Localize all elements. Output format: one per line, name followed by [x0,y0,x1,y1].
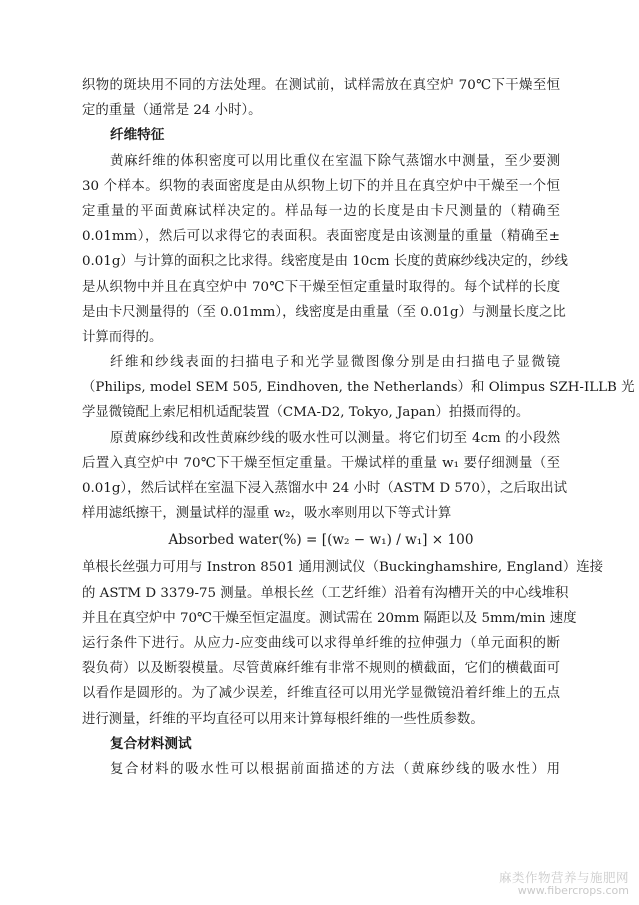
text-line: 运行条件下进行。从应力-应变曲线可以求得单纤维的拉伸强力（单元面积的断 [82,635,560,651]
text-line: 原黄麻纱线和改性黄麻纱线的吸水性可以测量。将它们切至 4cm 的小段然 [110,430,560,446]
text-line: 裂负荷）以及断裂模量。尽管黄麻纤维有非常不规则的横截面，它们的横截面可 [82,661,560,677]
text-line: 复合材料的吸水性可以根据前面描述的方法（黄麻纱线的吸水性）用 [110,761,560,777]
text-line: 定的重量（通常是 24 小时）。 [82,103,262,119]
text-line: 的 ASTM D 3379-75 测量。单根长丝（工艺纤维）沿着有沟槽开关的中心线堆积 [82,585,569,601]
body-paragraph [82,149,568,351]
section-heading: 复合材料测试 [110,735,192,752]
body-paragraph [82,73,560,123]
body-paragraph [82,426,567,527]
text-line: 0.01mm），然后可以求得它的表面积。表面密度是由该测量的重量（精确至± [82,229,560,245]
text-line: 后置入真空炉中 70℃下干燥至恒定重量。干燥试样的重量 w₁ 要仔细测量（至 [82,455,560,471]
site-watermark [499,871,629,897]
section-heading: 纤维特征 [110,127,165,144]
text-line: 是从织物中并且在真空炉中 70℃下干燥至恒定重量时取得的。每个试样的长度 [82,279,560,295]
text-line: 黄麻纤维的体积密度可以用比重仪在室温下除气蒸馏水中测量，至少要测 [110,153,560,169]
absorbed-water-formula: Absorbed water(%) = [(w₂ − w₁) / w₁] × 100 [168,532,474,549]
body-paragraph [82,757,560,782]
text-line: 计算而得的。 [82,329,163,345]
body-paragraph [82,555,604,731]
text-line: 以看作是圆形的。为了减少误差，纤维直径可以用光学显微镜沿着纤维上的五点 [82,686,560,702]
text-line: 是由卡尺测量得的（至 0.01mm），线密度是由重量（至 0.01g）与测量长度之比 [82,304,566,320]
text-line: 0.01g）与计算的面积之比求得。线密度是由 10cm 长度的黄麻纱线决定的，纱线 [82,254,568,270]
text-line: （Philips, model SEM 505, Eindhoven, the Netherlands）和 Olimpus SZH-ILLB 光 [82,380,635,396]
text-line: 30 个样本。织物的表面密度是由从织物上切下的并且在真空炉中干燥至一个恒 [82,178,560,194]
text-line: 学显微镜配上索尼相机适配装置（CMA-D2, Tokyo, Japan）拍摄而得的。 [82,405,530,421]
text-line: 纤维和纱线表面的扫描电子和光学显微图像分别是由扫描电子显微镜 [110,355,560,371]
document-body [82,73,635,782]
text-line: 定重量的平面黄麻试样决定的。样品每一边的长度是由卡尺测量的（精确至 [82,203,560,219]
text-line: 单根长丝强力可用与 Instron 8501 通用测试仪（Buckinghamshire, England）连接 [82,560,604,576]
body-paragraph [82,350,635,426]
text-line: 样用滤纸擦干，测量试样的湿重 w₂，吸水率则用以下等式计算 [82,506,452,522]
text-line: 0.01g），然后试样在室温下浸入蒸馏水中 24 小时（ASTM D 570），之后取出试 [82,481,567,496]
text-line: 织物的斑块用不同的方法处理。在测试前，试样需放在真空炉 70℃下干燥至恒 [82,78,560,93]
watermark-url: www.fibercrops.com [517,884,629,897]
watermark-site-name: 麻类作物营养与施肥网 [498,870,629,885]
text-line: 进行测量，纤维的平均直径可以用来计算每根纤维的一些性质参数。 [82,711,484,727]
text-line: 并且在真空炉中 70℃干燥至恒定温度。测试需在 20mm 隔距以及 5mm/min 速度 [82,610,577,626]
